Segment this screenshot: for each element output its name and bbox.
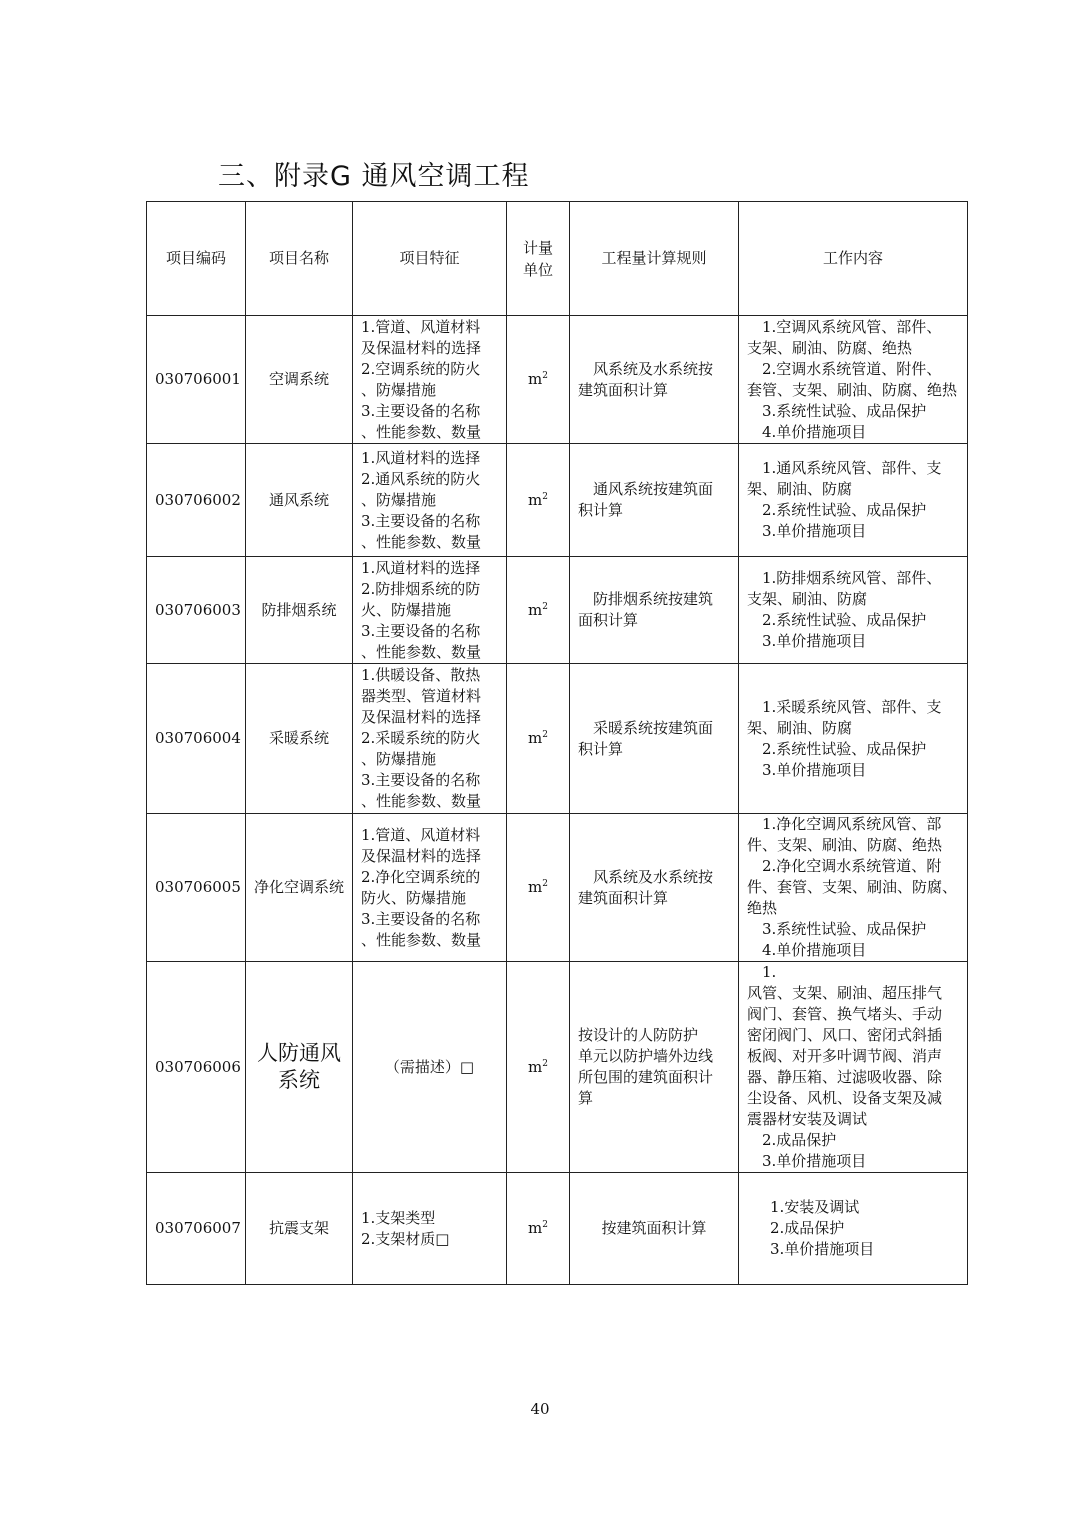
cell-line: 1.净化空调风系统风管、部 xyxy=(762,815,942,833)
cell-code: 030706005 xyxy=(147,814,246,962)
cell-name: 抗震支架 xyxy=(246,1173,353,1285)
cell-unit xyxy=(507,962,570,1173)
cell-line: 阀门、套管、换气堵头、手动 xyxy=(747,1005,943,1023)
table-row xyxy=(147,316,968,444)
cell-line: 火、防爆措施 xyxy=(361,600,452,619)
unit-base: m xyxy=(528,729,543,747)
cell-line: 2.空调水系统管道、附件、 xyxy=(762,359,942,378)
cell-code: 030706006 xyxy=(147,962,246,1173)
cell-line: 2.系统性试验、成品保护 xyxy=(762,739,927,758)
cell-line: 建筑面积计算 xyxy=(578,888,669,907)
cell-line: 架、刷油、防腐 xyxy=(747,718,853,737)
cell-line: 按建筑面积计算 xyxy=(601,1219,707,1237)
cell-line: 2.成品保护 xyxy=(770,1219,845,1237)
cell-unit xyxy=(507,664,570,814)
cell-line: 1. xyxy=(762,963,777,981)
unit-exponent: 2 xyxy=(542,1058,548,1069)
cell-line: 风管、支架、刷油、超压排气 xyxy=(747,984,943,1002)
header-code: 项目编码 xyxy=(147,202,246,316)
cell-line: 支架、刷油、防腐、绝热 xyxy=(747,338,913,357)
cell-line: 3.单价措施项目 xyxy=(762,1152,867,1170)
cell-line: 3.单价措施项目 xyxy=(762,632,867,650)
cell-line: 4.单价措施项目 xyxy=(762,422,867,441)
cell-code: 030706004 xyxy=(147,664,246,814)
cell-line: 、性能参数、数量 xyxy=(361,422,482,441)
cell-line: 3.系统性试验、成品保护 xyxy=(762,401,927,420)
cell-line: 1.防排烟系统风管、部件、 xyxy=(762,569,942,587)
header-rule: 工程量计算规则 xyxy=(570,202,739,316)
unit-base: m xyxy=(528,370,543,388)
unit-base: m xyxy=(528,600,543,619)
cell-line: 绝热 xyxy=(747,899,778,917)
cell-line: 3.主要设备的名称 xyxy=(361,909,481,928)
table-row xyxy=(147,557,968,664)
cell-line: 板阀、对开多叶调节阀、消声 xyxy=(747,1047,943,1065)
cell-line: 3.主要设备的名称 xyxy=(361,621,481,640)
cell-line: 3.主要设备的名称 xyxy=(361,511,481,530)
table-row xyxy=(147,444,968,557)
unit-base: m xyxy=(528,1219,543,1237)
cell-line: 面积计算 xyxy=(578,611,639,629)
cell-line: 震器材安装及调试 xyxy=(747,1110,868,1128)
cell-code: 030706007 xyxy=(147,1173,246,1285)
header-unit-text: 计量单位 xyxy=(522,238,553,279)
cell-line: 采暖系统按建筑面 xyxy=(593,718,714,737)
cell-line: 1.管道、风道材料 xyxy=(361,317,481,336)
cell-work xyxy=(739,1173,968,1285)
cell-unit xyxy=(507,557,570,664)
cell-unit xyxy=(507,444,570,557)
cell-line: 器类型、管道材料 xyxy=(361,687,482,705)
cell-line: 通风系统按建筑面 xyxy=(593,480,714,498)
cell-line: 、防爆措施 xyxy=(361,490,437,509)
cell-line: 支架、刷油、防腐 xyxy=(747,590,868,608)
cell-line: 1.采暖系统风管、部件、支 xyxy=(762,697,942,716)
cell-work xyxy=(739,814,968,962)
cell-line: 所包围的建筑面积计 xyxy=(578,1068,714,1086)
unit-exponent: 2 xyxy=(542,601,548,612)
unit-exponent: 2 xyxy=(542,371,548,381)
cell-line: 2.净化空调系统的 xyxy=(361,867,481,886)
cell-line: 2.净化空调水系统管道、附 xyxy=(762,857,942,875)
cell-line: 3.主要设备的名称 xyxy=(361,771,481,789)
cell-name: 空调系统 xyxy=(246,316,353,444)
cell-rule xyxy=(570,316,739,444)
unit-exponent: 2 xyxy=(542,879,548,889)
bill-of-quantities-table xyxy=(146,201,968,1285)
cell-name: 通风系统 xyxy=(246,444,353,557)
cell-features xyxy=(353,1173,507,1285)
cell-line: 1.通风系统风管、部件、支 xyxy=(762,459,942,477)
cell-rule xyxy=(570,1173,739,1285)
cell-work xyxy=(739,444,968,557)
cell-line: 1.风道材料的选择 xyxy=(361,558,481,577)
cell-line: 2.成品保护 xyxy=(762,1131,837,1149)
unit-base: m xyxy=(528,490,543,509)
table-row xyxy=(147,962,968,1173)
unit-exponent: 2 xyxy=(542,730,548,740)
cell-features xyxy=(353,444,507,557)
cell-line: 3.主要设备的名称 xyxy=(361,401,481,420)
cell-line: 件、套管、支架、刷油、防腐、 xyxy=(747,878,958,896)
cell-name: 防排烟系统 xyxy=(246,557,353,664)
header-name: 项目名称 xyxy=(246,202,353,316)
cell-line: 、性能参数、数量 xyxy=(361,792,482,810)
cell-code: 030706001 xyxy=(147,316,246,444)
cell-line: 2.通风系统的防火 xyxy=(361,469,481,488)
cell-line: 架、刷油、防腐 xyxy=(747,480,853,498)
page-title: 三、附录G 通风空调工程 xyxy=(218,161,530,192)
cell-line: 算 xyxy=(578,1089,594,1107)
cell-line: （需描述）□ xyxy=(384,1057,475,1076)
cell-line: 建筑面积计算 xyxy=(578,380,669,399)
cell-line: 1.风道材料的选择 xyxy=(361,448,481,467)
table-row xyxy=(147,1173,968,1285)
cell-line: 3.单价措施项目 xyxy=(770,1240,875,1258)
cell-line: 风系统及水系统按 xyxy=(593,867,714,886)
cell-features xyxy=(353,316,507,444)
cell-line: 套管、支架、刷油、防腐、绝热 xyxy=(747,380,958,399)
cell-line: 1.空调风系统风管、部件、 xyxy=(762,317,942,336)
cell-code: 030706002 xyxy=(147,444,246,557)
cell-unit xyxy=(507,316,570,444)
cell-features xyxy=(353,814,507,962)
cell-line: 防排烟系统按建筑 xyxy=(593,590,714,608)
cell-rule xyxy=(570,444,739,557)
cell-work xyxy=(739,962,968,1173)
cell-line: 3.单价措施项目 xyxy=(762,760,867,779)
cell-line: 密闭阀门、风口、密闭式斜插 xyxy=(747,1026,943,1044)
cell-line: 件、支架、刷油、防腐、绝热 xyxy=(747,836,943,854)
cell-line: 3.单价措施项目 xyxy=(762,522,867,540)
cell-work xyxy=(739,316,968,444)
page-number: 40 xyxy=(530,1400,550,1418)
cell-line: 及保温材料的选择 xyxy=(361,846,482,865)
cell-line: 、性能参数、数量 xyxy=(361,930,482,949)
cell-line: 器、静压箱、过滤吸收器、除 xyxy=(747,1068,943,1086)
table-row xyxy=(147,814,968,962)
cell-line: 及保温材料的选择 xyxy=(361,338,482,357)
cell-code: 030706003 xyxy=(147,557,246,664)
cell-rule xyxy=(570,664,739,814)
cell-line: 2.采暖系统的防火 xyxy=(361,729,481,747)
table-header-row xyxy=(147,202,968,316)
cell-line: 1.安装及调试 xyxy=(770,1198,860,1216)
cell-line: 2.空调系统的防火 xyxy=(361,359,481,378)
cell-rule xyxy=(570,962,739,1173)
cell-line: 3.系统性试验、成品保护 xyxy=(762,920,927,938)
cell-line: 2.系统性试验、成品保护 xyxy=(762,611,927,629)
cell-rule xyxy=(570,557,739,664)
cell-line: 、性能参数、数量 xyxy=(361,642,482,661)
cell-features xyxy=(353,557,507,664)
cell-line: 2.系统性试验、成品保护 xyxy=(762,501,927,519)
cell-name: 净化空调系统 xyxy=(246,814,353,962)
unit-base: m xyxy=(528,1057,543,1076)
cell-features xyxy=(353,962,507,1173)
cell-line: 及保温材料的选择 xyxy=(361,708,482,726)
cell-line: 、防爆措施 xyxy=(361,380,437,399)
cell-unit xyxy=(507,814,570,962)
header-features: 项目特征 xyxy=(353,202,507,316)
cell-line: 、性能参数、数量 xyxy=(361,532,482,551)
unit-exponent: 2 xyxy=(542,491,548,502)
table-row xyxy=(147,664,968,814)
cell-line: 1.供暖设备、散热 xyxy=(361,666,481,684)
cell-line: 2.支架材质□ xyxy=(361,1229,450,1248)
unit-base: m xyxy=(528,878,543,896)
cell-line: 积计算 xyxy=(578,501,624,519)
cell-line: 积计算 xyxy=(578,739,624,758)
cell-rule xyxy=(570,814,739,962)
cell-features xyxy=(353,664,507,814)
header-unit xyxy=(507,202,570,316)
cell-work xyxy=(739,664,968,814)
cell-line: 风系统及水系统按 xyxy=(593,359,714,378)
cell-line: 1.管道、风道材料 xyxy=(361,825,481,844)
cell-line: 单元以防护墙外边线 xyxy=(578,1047,714,1065)
cell-unit xyxy=(507,1173,570,1285)
unit-exponent: 2 xyxy=(542,1220,548,1230)
header-work: 工作内容 xyxy=(739,202,968,316)
cell-line: 、防爆措施 xyxy=(361,750,437,768)
cell-name: 采暖系统 xyxy=(246,664,353,814)
cell-line: 尘设备、风机、设备支架及减 xyxy=(747,1089,943,1107)
cell-work xyxy=(739,557,968,664)
cell-line: 4.单价措施项目 xyxy=(762,941,867,959)
cell-line: 防火、防爆措施 xyxy=(361,888,467,907)
cell-line: 按设计的人防防护 xyxy=(578,1026,699,1044)
cell-line: 2.防排烟系统的防 xyxy=(361,579,481,598)
cell-name: 人防通风系统 xyxy=(246,962,353,1173)
cell-line: 1.支架类型 xyxy=(361,1208,436,1227)
